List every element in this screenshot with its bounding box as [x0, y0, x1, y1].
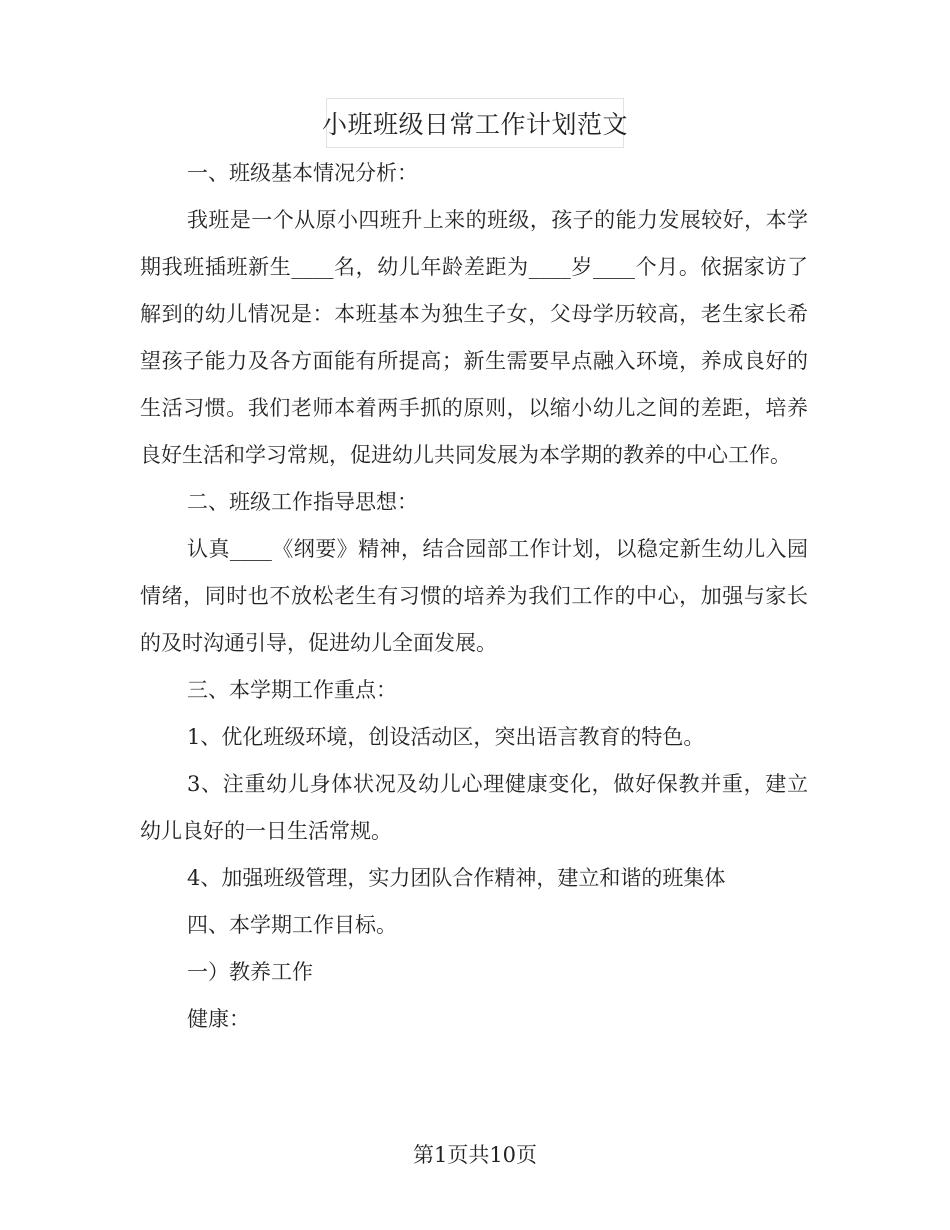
section-heading-2: 二、班级工作指导思想： — [187, 490, 418, 514]
section-heading-4: 四、本学期工作目标。 — [187, 913, 397, 937]
paragraph-class-situation: 我班是一个从原小四班升上来的班级，孩子的能力发展较好，本学期我班插班新生____名，幼儿年龄差距为____岁____个月。依据家访了解到的幼儿情况是：本班基本为独生子女，父母学历较高，老生家长希望孩子能力及各方面能有所提高；新生需要早点融入环境，养成良好的生活习惯。我们老师本着两手抓的原则，以缩小幼儿之间的差距，培养良好生活和学习常规，促进幼儿共同发展为本学期的教养的中心工作。 — [140, 208, 808, 467]
list-item-4: 4、加强班级管理，实力团队合作精神，建立和谐的班集体 — [187, 866, 726, 890]
section-heading-3: 三、本学期工作重点： — [187, 678, 397, 702]
section-heading-1: 一、班级基本情况分析： — [187, 161, 418, 185]
document-body — [140, 150, 808, 1043]
subsection-heading: 一）教养工作 — [187, 960, 313, 984]
page-footer: 第1页共10页 — [412, 1143, 538, 1167]
title-box — [322, 98, 629, 148]
health-heading: 健康： — [187, 1007, 250, 1031]
page-title: 小班班级日常工作计划范文 — [322, 110, 629, 139]
list-item-1: 1、优化班级环境，创设活动区，突出语言教育的特色。 — [187, 725, 705, 749]
paragraph-guiding-thought: 认真____《纲要》精神，结合园部工作计划，以稳定新生幼儿入园情绪，同时也不放松老生有习惯的培养为我们工作的中心，加强与家长的及时沟通引导，促进幼儿全面发展。 — [140, 537, 808, 655]
list-item-3: 3、注重幼儿身体状况及幼儿心理健康变化，做好保教并重，建立幼儿良好的一日生活常规。 — [140, 772, 808, 843]
